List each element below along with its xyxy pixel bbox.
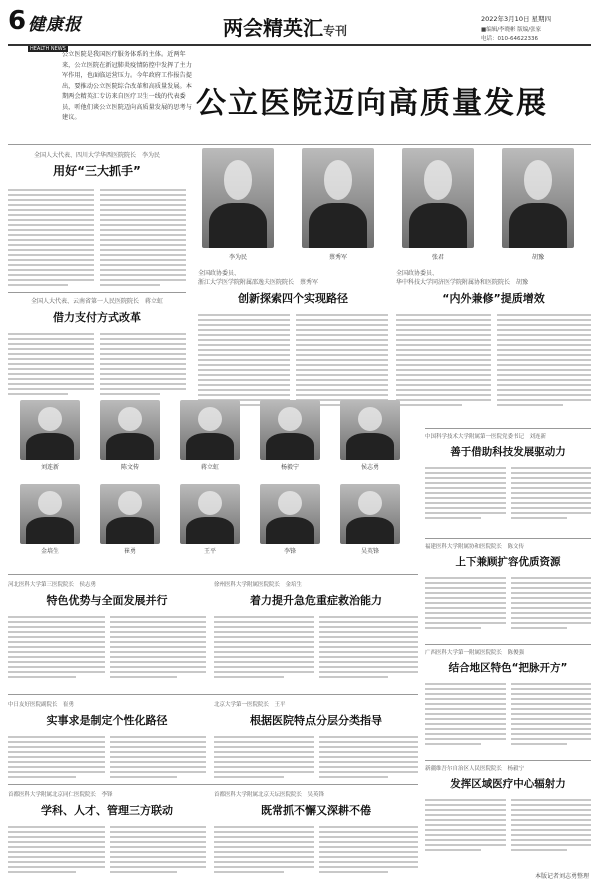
article-body	[214, 736, 418, 781]
top-portraits	[192, 148, 591, 266]
article-body	[198, 314, 388, 409]
article-body	[8, 616, 206, 681]
article-title: 着力提升急危重症救治能力	[250, 594, 382, 607]
article-title: 用好“三大抓手”	[53, 164, 141, 178]
article-title: 特色优势与全面发展并行	[46, 594, 168, 607]
divider	[425, 760, 591, 761]
article-title: 结合地区特色“把脉开方”	[448, 662, 568, 674]
portrait-caption: 陈文传	[120, 464, 139, 471]
article-byline: 全国政协委员、 浙江大学医学院附属邵逸夫医院院长 蔡秀军	[198, 270, 319, 286]
article-body	[8, 826, 206, 876]
article-body	[425, 467, 591, 522]
divider	[8, 694, 418, 695]
portrait-grid	[10, 400, 418, 568]
portrait-caption: 张君	[431, 254, 444, 261]
article-byline: 全国人大代表、云南省第一人民医院院长 蒋立虹	[30, 298, 163, 305]
article-hu-yu	[396, 268, 591, 418]
portrait-photo	[20, 400, 80, 460]
portrait-caption: 吴英锋	[360, 548, 379, 555]
article-byline: 福建医科大学附属协和医院院长 陈文传	[425, 544, 525, 550]
section-banner	[223, 12, 347, 38]
divider	[425, 538, 591, 539]
article-title: 借力支付方式改革	[53, 311, 141, 324]
article-byline: 新疆维吾尔自治区人民医院院长 杨毅宁	[425, 766, 525, 772]
article-byline: 北京大学第一医院院长 王平	[214, 702, 286, 708]
article-byline: 徐州医科大学附属医院院长 金培生	[214, 582, 303, 588]
article-cai-xiujun	[198, 268, 388, 418]
article-body	[214, 616, 418, 681]
portrait-caption: 侯志勇	[360, 464, 379, 471]
article-title: 实事求是制定个性化路径	[46, 714, 168, 727]
portrait-caption: 李为民	[228, 254, 247, 261]
masthead	[8, 6, 591, 52]
portrait-caption: 杨毅宁	[280, 464, 299, 471]
article-chen-wenchuan	[425, 542, 591, 642]
portrait-photo	[302, 148, 374, 248]
article-byline: 首都医科大学附属北京同仁医院院长 李锋	[8, 792, 113, 798]
portrait-caption: 胡豫	[531, 254, 544, 261]
divider	[8, 784, 418, 785]
portrait-photo	[502, 148, 574, 248]
portrait-caption: 李锋	[283, 548, 296, 555]
divider	[425, 428, 591, 429]
portrait-photo	[202, 148, 274, 248]
article-chen-junqiang	[425, 648, 591, 758]
article-title: 学科、人才、管理三方联动	[41, 804, 173, 817]
issue-info	[481, 14, 591, 42]
article-body	[396, 314, 591, 409]
portrait-photo	[340, 400, 400, 460]
article-byline: 全国人大代表、四川大学华西医院院长 李为民	[33, 152, 160, 159]
article-title: 既常抓不懈又深耕不倦	[261, 804, 371, 817]
article-body	[425, 683, 591, 748]
article-byline: 中国科学技术大学附属第一医院党委书记 刘连新	[425, 434, 547, 440]
article-byline: 中日友好医院副院长 崔勇	[8, 702, 75, 708]
article-liu-lianxin	[425, 432, 591, 536]
issue-phone: 电话：010-64622336	[481, 36, 538, 42]
article-hou-zhiyong	[8, 580, 206, 690]
article-body	[8, 189, 186, 289]
portrait-photo	[180, 484, 240, 544]
headline: 公立医院迈向高质量发展	[196, 86, 548, 121]
article-li-weimin	[8, 150, 186, 300]
portrait-photo	[402, 148, 474, 248]
issue-date: 2022年3月10日 星期四	[481, 15, 552, 23]
portrait-photo	[180, 400, 240, 460]
portrait-caption: 蔡秀军	[328, 254, 347, 261]
article-yang-yining	[425, 764, 591, 864]
article-li-feng	[8, 790, 206, 878]
brand-english: HEALTH NEWS	[30, 46, 66, 52]
article-jin-peisheng	[214, 580, 418, 690]
article-byline: 河北医科大学第三医院院长 侯志勇	[8, 582, 97, 588]
portrait-caption: 蒋立虹	[200, 464, 219, 471]
portrait-caption: 王平	[203, 548, 216, 555]
article-title: 发挥区域医疗中心辐射力	[450, 778, 566, 790]
portrait-caption: 金培生	[40, 548, 59, 555]
divider	[8, 292, 186, 293]
article-title: 上下兼顾扩容优质资源	[455, 556, 561, 568]
intro-text: 公立医院是我国医疗服务体系的主体。近两年来，公立医院在新冠肺炎疫情防控中发挥了主力军作用，也面临运营压力。今年政府工作报告提出，要推动公立医院综合改革和高质量发展。本期两会精英汇专访来自医疗卫生一线的代表委员，听他们谈公立医院迈向高质量发展的思考与建议。	[62, 51, 192, 121]
divider	[425, 644, 591, 645]
portrait-caption: 崔勇	[123, 548, 136, 555]
portrait-photo	[100, 484, 160, 544]
portrait-photo	[340, 484, 400, 544]
portrait-caption: 刘连新	[40, 464, 59, 471]
divider	[8, 574, 418, 575]
issue-editor: ■编辑/李晓彬 版编/张家	[481, 27, 542, 33]
article-body	[8, 736, 206, 781]
footer-credit: 本版记者刘志勇整理	[534, 873, 589, 880]
section-suffix: 专刊	[323, 24, 348, 38]
divider	[8, 144, 591, 145]
article-body	[8, 333, 186, 398]
article-title: 根据医院特点分层分类指导	[250, 714, 382, 727]
article-byline: 广西医科大学第一附属医院院长 陈俊强	[425, 650, 525, 656]
article-body	[425, 799, 591, 854]
article-cui-yong	[8, 700, 206, 780]
header-rule	[8, 44, 591, 46]
portrait-photo	[260, 400, 320, 460]
brand-logo	[28, 10, 86, 52]
article-title: “内外兼修”提质增效	[442, 292, 545, 305]
section-title: 两会精英汇	[223, 16, 323, 40]
article-title: 创新探索四个实现路径	[238, 292, 348, 305]
article-body	[425, 577, 591, 632]
page-number: 6	[8, 6, 27, 36]
article-title: 善于借助科技发展驱动力	[450, 446, 566, 458]
article-wu-yingfeng	[214, 790, 418, 878]
article-wang-ping	[214, 700, 418, 780]
article-body	[214, 826, 418, 876]
brand-name: 健康报	[28, 15, 82, 35]
article-byline: 全国政协委员、 华中科技大学同济医学院附属协和医院院长 胡豫	[396, 270, 529, 286]
portrait-photo	[100, 400, 160, 460]
portrait-photo	[20, 484, 80, 544]
article-jiang-lihong	[8, 296, 186, 416]
article-byline: 首都医科大学附属北京天坛医院院长 吴英锋	[214, 792, 325, 798]
portrait-photo	[260, 484, 320, 544]
